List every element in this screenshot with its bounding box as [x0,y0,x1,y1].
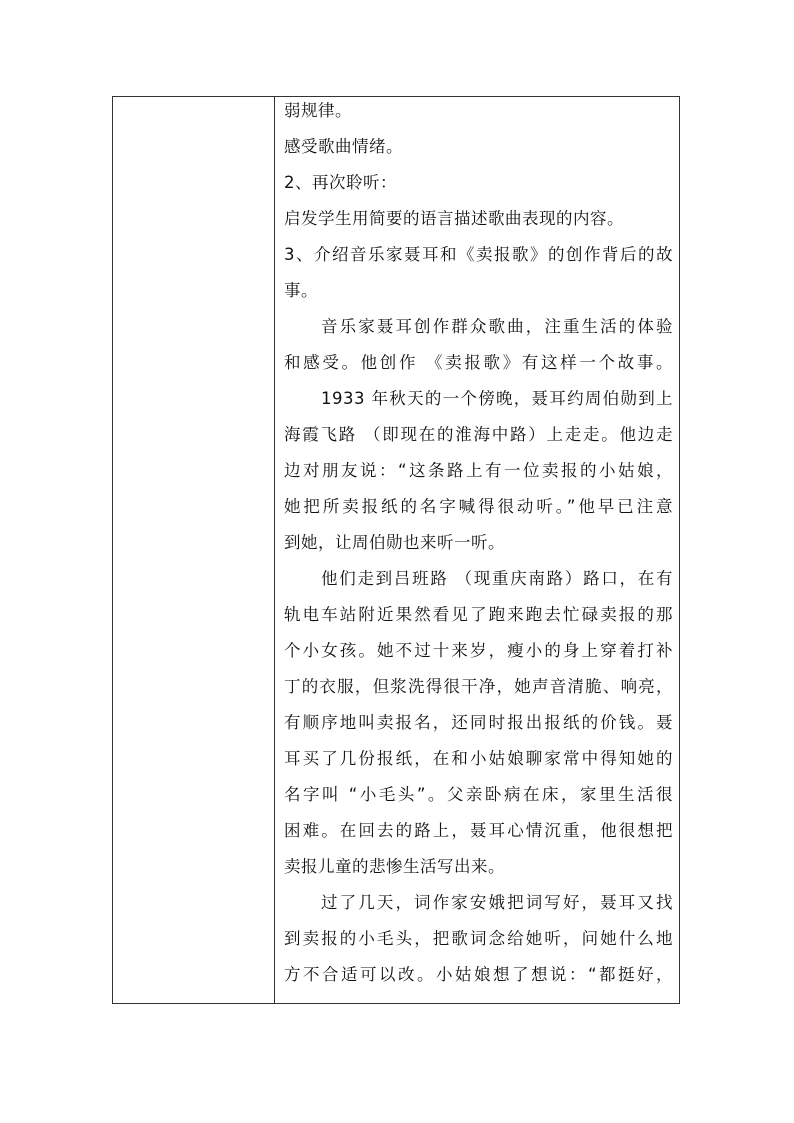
text-line: 耳买了几份报纸，在和小姑娘聊家常中得知她的 [284,749,673,768]
text-line: 丁的衣服，但浆洗得很干净，她声音清脆、响亮， [284,677,673,696]
lesson-table [112,96,680,1004]
text-line: 名字叫 “小毛头”。父亲卧病在床，家里生活很 [284,785,673,804]
text-line: 音乐家聂耳创作群众歌曲，注重生活的体验 [321,317,673,336]
text-line: 事。 [284,281,318,300]
text-line: 到她，让周伯勋也来听一听。 [284,533,505,552]
text-line: 启发学生用简要的语言描述歌曲表现的内容。 [284,209,624,228]
text-line: 海霞飞路 （即现在的淮海中路）上走走。他边走 [284,425,673,444]
text-line: 1933 年秋天的一个傍晚，聂耳约周伯勋到上 [321,389,673,408]
text-line: 到卖报的小毛头，把歌词念给她听，问她什么地 [284,929,673,948]
text-line: 感受歌曲情绪。 [284,137,403,156]
table-left-column [113,97,275,1003]
text-line: 过了几天，词作家安娥把词写好，聂耳又找 [321,893,673,912]
text-line: 卖报儿童的悲惨生活写出来。 [284,857,505,876]
text-line: 他们走到吕班路 （现重庆南路）路口，在有 [321,569,673,588]
text-line: 3、介绍音乐家聂耳和《卖报歌》的创作背后的故 [284,245,673,264]
text-line: 她把所卖报纸的名字喊得很动听。”他早已注意 [284,497,673,516]
table-right-column [275,97,679,1003]
text-line: 个小女孩。她不过十来岁，瘦小的身上穿着打补 [284,641,673,660]
text-line: 边对朋友说：“这条路上有一位卖报的小姑娘， [284,461,673,480]
text-line: 弱规律。 [284,101,352,120]
text-line: 困难。在回去的路上，聂耳心情沉重，他很想把 [284,821,673,840]
text-line: 和感受。他创作 《卖报歌》有这样一个故事。 [284,353,673,372]
text-line: 2、再次聆听： [284,173,397,192]
text-line: 轨电车站附近果然看见了跑来跑去忙碌卖报的那 [284,605,673,624]
text-line: 有顺序地叫卖报名，还同时报出报纸的价钱。聂 [284,713,673,732]
text-line: 方不合适可以改。小姑娘想了想说：“都挺好， [284,965,673,984]
